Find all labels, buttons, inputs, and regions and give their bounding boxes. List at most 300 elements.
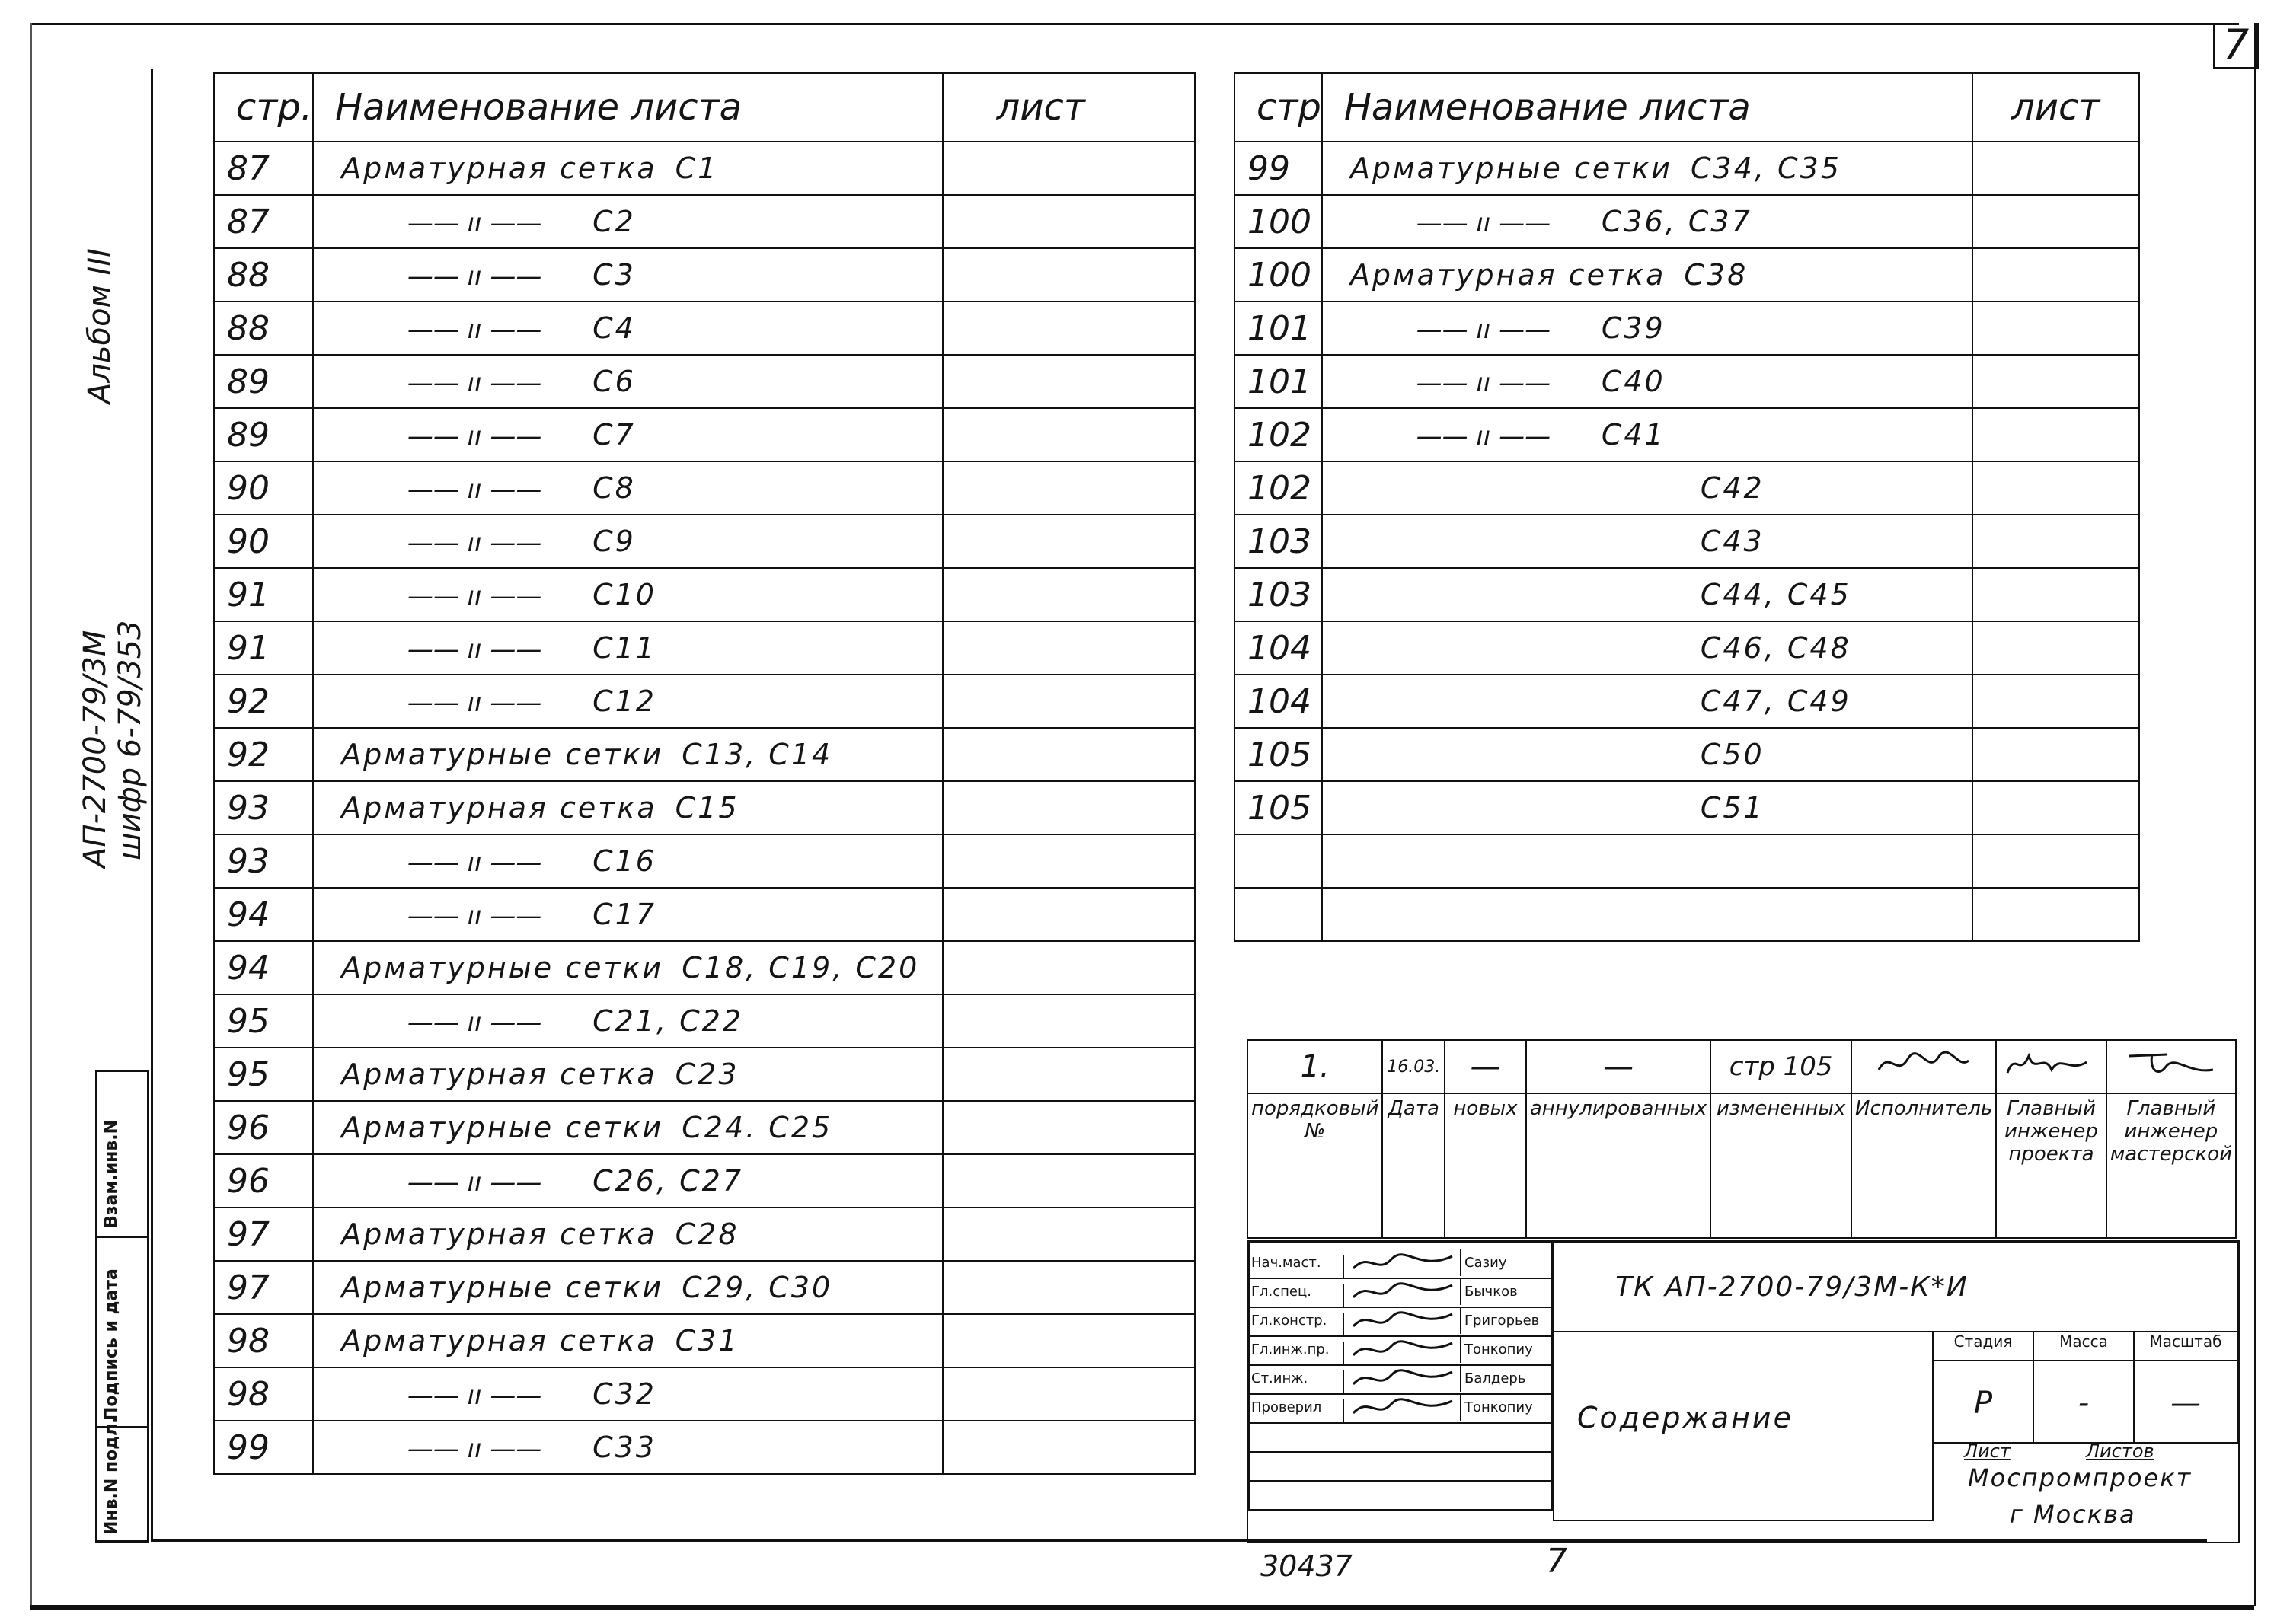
frame-bottom-border: [30, 1605, 2254, 1610]
left-sheet-name: [313, 355, 943, 408]
right-page-number: 105: [1234, 728, 1322, 781]
left-sheet-name: [313, 142, 943, 195]
left-sheet-cell: [943, 515, 1195, 568]
signature-row: [1250, 1393, 1551, 1424]
left-item-title: Арматурные сетки: [341, 1111, 664, 1144]
left-item-code: С15: [675, 791, 739, 825]
right-item-code: С47, С49: [1700, 684, 1851, 718]
right-page-number: 104: [1234, 621, 1322, 675]
left-sheet-cell: [943, 568, 1195, 621]
left-row: [214, 621, 1195, 675]
left-contents-table: [213, 72, 1196, 1475]
left-ditto-mark: —— ıı ——: [407, 474, 542, 505]
frame-left-border: [30, 23, 32, 1606]
right-sheet-cell: [1972, 355, 2139, 408]
left-ditto-mark: —— ıı ——: [407, 1167, 542, 1198]
left-sheet-name: [313, 1421, 943, 1474]
left-sheet-name: [313, 1154, 943, 1208]
left-header-page: стр.: [214, 73, 313, 142]
left-ditto-mark: —— ıı ——: [407, 901, 542, 931]
right-ditto-mark: —— ıı ——: [1416, 421, 1551, 451]
left-page-number: 88: [214, 248, 313, 302]
right-sheet-cell: [1972, 515, 2139, 568]
left-sheet-name: [313, 994, 943, 1048]
left-page-number: 93: [214, 781, 313, 834]
left-sheet-cell: [943, 1314, 1195, 1367]
left-sheet-name: [313, 248, 943, 302]
signature-surname: Сазиу: [1464, 1255, 1507, 1271]
left-sheet-name: [313, 1101, 943, 1154]
right-ditto-mark: —— ıı ——: [1416, 208, 1551, 238]
right-page-number: 100: [1234, 195, 1322, 248]
footer-page-number: 7: [1546, 1542, 1567, 1581]
header-changed: измененных: [1710, 1093, 1851, 1238]
signature-row: [1250, 1307, 1551, 1337]
right-page-number: 105: [1234, 781, 1322, 834]
left-ditto-mark: —— ıı ——: [407, 1434, 542, 1464]
left-sheet-name: [313, 888, 943, 941]
right-row: [1234, 568, 2139, 621]
revision-changed: стр 105: [1710, 1040, 1851, 1093]
right-item-code: С34, С35: [1691, 152, 1841, 185]
signature-role: Проверил: [1251, 1399, 1344, 1422]
left-item-code: С12: [592, 684, 656, 718]
left-page-number: 92: [214, 728, 313, 781]
left-item-code: С29, С30: [682, 1271, 833, 1304]
right-page-number: 102: [1234, 461, 1322, 515]
revision-new: —: [1445, 1040, 1526, 1093]
left-page-number: 89: [214, 408, 313, 461]
sheet-label: Лист: [1964, 1441, 2011, 1462]
sheet-number-box: 7: [2213, 23, 2259, 69]
stage-value: Р: [1932, 1360, 2034, 1444]
left-sheet-name: [313, 1261, 943, 1314]
right-item-code: С38: [1684, 258, 1749, 292]
left-item-title: Арматурная сетка: [341, 1324, 657, 1358]
header-chief-workshop: Главный инженер мастерской: [2106, 1093, 2236, 1238]
left-ditto-mark: —— ıı ——: [407, 688, 542, 718]
left-page-number: 91: [214, 621, 313, 675]
signature-role: Гл.спец.: [1251, 1284, 1344, 1307]
left-row: [214, 408, 1195, 461]
right-sheet-name: [1322, 248, 1972, 302]
drawing-code: ТК АП-2700-79/3М-К*И: [1615, 1271, 1969, 1303]
left-sheet-cell: [943, 408, 1195, 461]
right-row: [1234, 461, 2139, 515]
left-sheet-cell: [943, 781, 1195, 834]
right-sheet-name: [1322, 568, 1972, 621]
left-item-code: С16: [592, 844, 656, 878]
left-sheet-cell: [943, 941, 1195, 994]
left-row: [214, 142, 1195, 195]
left-item-code: С28: [675, 1217, 739, 1251]
left-sheet-name: [313, 675, 943, 728]
left-page-number: 96: [214, 1101, 313, 1154]
right-sheet-name: [1322, 515, 1972, 568]
left-row: [214, 941, 1195, 994]
right-item-code: С42: [1700, 471, 1765, 505]
right-page-number: 100: [1234, 248, 1322, 302]
left-sheet-cell: [943, 355, 1195, 408]
left-sheet-cell: [943, 621, 1195, 675]
left-sheet-cell: [943, 994, 1195, 1048]
right-sheet-cell: [1972, 568, 2139, 621]
left-sheet-cell: [943, 728, 1195, 781]
left-page-number: 98: [214, 1314, 313, 1367]
left-sheet-name: [313, 302, 943, 355]
right-header-page: стр: [1234, 73, 1322, 142]
right-row: [1234, 781, 2139, 834]
left-item-title: Арматурная сетка: [341, 1058, 657, 1091]
left-row: [214, 1048, 1195, 1101]
left-page-number: 95: [214, 1048, 313, 1101]
right-ditto-mark: —— ıı ——: [1416, 314, 1551, 345]
side-cell-signature: [97, 1236, 147, 1428]
side-label-replaced: Взам.инв.N: [102, 1119, 121, 1228]
signature-mark: [1346, 1335, 1461, 1363]
left-item-code: С18, С19, С20: [682, 951, 920, 984]
signature-role: Ст.инж.: [1251, 1370, 1344, 1393]
left-item-code: С9: [592, 525, 636, 558]
left-row: [214, 515, 1195, 568]
left-ditto-mark: —— ıı ——: [407, 634, 542, 665]
left-sheet-cell: [943, 1208, 1195, 1261]
left-item-code: С24. С25: [682, 1111, 833, 1144]
right-table-header: [1234, 73, 2139, 142]
left-sheet-name: [313, 781, 943, 834]
handwritten-signature-icon: [1346, 1278, 1460, 1305]
right-sheet-cell: [1972, 675, 2139, 728]
left-page-number: 95: [214, 994, 313, 1048]
inner-left-border: [151, 69, 153, 1542]
left-sheet-name: [313, 1208, 943, 1261]
revision-date: 16.03.: [1382, 1040, 1445, 1093]
left-sheet-name: [313, 621, 943, 675]
left-sheet-cell: [943, 1101, 1195, 1154]
left-row: [214, 781, 1195, 834]
album-label: Альбом III: [82, 248, 117, 404]
header-executor: Исполнитель: [1851, 1093, 1996, 1238]
left-ditto-mark: —— ıı ——: [407, 368, 542, 398]
left-page-number: 91: [214, 568, 313, 621]
left-item-code: С21, С22: [592, 1004, 744, 1038]
signature-surname: Тонкопиу: [1464, 1342, 1533, 1358]
left-ditto-mark: —— ıı ——: [407, 847, 542, 878]
empty-row-3: [1248, 1480, 1553, 1511]
left-page-number: 99: [214, 1421, 313, 1474]
left-sheet-name: [313, 941, 943, 994]
right-row: [1234, 408, 2139, 461]
left-page-number: 94: [214, 941, 313, 994]
right-page-number: [1234, 888, 1322, 941]
revision-annulled: —: [1526, 1040, 1710, 1093]
left-header-name: Наименование листа: [313, 73, 943, 142]
empty-row-2: [1248, 1451, 1553, 1482]
mass-value: -: [2033, 1360, 2135, 1444]
right-sheet-name: [1322, 728, 1972, 781]
left-item-code: С13, С14: [682, 738, 833, 771]
executor-signature: [1851, 1040, 1996, 1093]
left-page-number: 87: [214, 142, 313, 195]
left-page-number: 90: [214, 515, 313, 568]
signature-chief-project-icon: [2001, 1047, 2100, 1082]
right-page-number: 101: [1234, 355, 1322, 408]
signature-row: [1250, 1335, 1551, 1366]
right-row: [1234, 888, 2139, 941]
right-page-number: 99: [1234, 142, 1322, 195]
scale-label: Масштаб: [2133, 1331, 2238, 1361]
left-item-title: Арматурные сетки: [341, 738, 664, 771]
right-sheet-cell: [1972, 781, 2139, 834]
left-sheet-name: [313, 461, 943, 515]
frame-right-border: [2254, 23, 2256, 1606]
left-sheet-cell: [943, 1048, 1195, 1101]
header-new: новых: [1445, 1093, 1526, 1238]
left-sheet-name: [313, 728, 943, 781]
left-item-code: С31: [675, 1324, 739, 1358]
left-item-code: С32: [592, 1377, 656, 1411]
right-sheet-cell: [1972, 248, 2139, 302]
signature-role: Гл.инж.пр.: [1251, 1342, 1344, 1364]
revision-row: [1247, 1040, 2236, 1093]
right-row: [1234, 248, 2139, 302]
left-item-title: Арматурная сетка: [341, 1217, 657, 1251]
left-sheet-cell: [943, 195, 1195, 248]
header-annulled: аннулированных: [1526, 1093, 1710, 1238]
left-header-sheet: лист: [943, 73, 1195, 142]
left-row: [214, 728, 1195, 781]
left-sheet-name: [313, 195, 943, 248]
left-sheet-name: [313, 515, 943, 568]
side-cell-replaced: [97, 1072, 147, 1236]
left-page-number: 88: [214, 302, 313, 355]
right-page-number: 103: [1234, 568, 1322, 621]
scale-value: —: [2133, 1360, 2238, 1444]
signature-chief-workshop-icon: [2122, 1047, 2221, 1082]
left-page-number: 89: [214, 355, 313, 408]
organization-name: Моспромпроект: [1968, 1463, 2193, 1492]
left-page-number: 94: [214, 888, 313, 941]
left-sheet-cell: [943, 142, 1195, 195]
left-sheet-cell: [943, 1421, 1195, 1474]
right-row: [1234, 834, 2139, 888]
handwritten-signature-icon: [1346, 1249, 1460, 1276]
project-code: АП-2700-79/3М: [78, 630, 113, 868]
header-chief-project: Главный инженер проекта: [1996, 1093, 2106, 1238]
right-item-code: С46, С48: [1700, 631, 1851, 665]
signature-row: [1250, 1364, 1551, 1395]
signature-executor-icon: [1874, 1047, 1973, 1082]
signature-mark: [1346, 1393, 1461, 1421]
left-row: [214, 1101, 1195, 1154]
left-sheet-cell: [943, 1367, 1195, 1421]
left-item-code: С3: [592, 258, 636, 292]
header-serial-number: порядковый №: [1247, 1093, 1382, 1238]
right-header-sheet: лист: [1972, 73, 2139, 142]
right-item-code: С41: [1601, 418, 1666, 451]
right-sheet-cell: [1972, 408, 2139, 461]
right-item-code: С39: [1601, 311, 1666, 345]
right-row: [1234, 355, 2139, 408]
left-item-code: С6: [592, 365, 636, 398]
side-label-signature: Подпись и дата: [102, 1268, 121, 1421]
right-ditto-mark: —— ıı ——: [1416, 368, 1551, 398]
left-sheet-cell: [943, 302, 1195, 355]
signature-surname: Григорьев: [1464, 1313, 1540, 1329]
mass-label: Масса: [2033, 1331, 2135, 1361]
left-item-title: Арматурные сетки: [341, 1271, 664, 1304]
right-sheet-name: [1322, 408, 1972, 461]
right-sheet-name: [1322, 621, 1972, 675]
right-item-title: Арматурные сетки: [1349, 152, 1673, 185]
right-row: [1234, 142, 2139, 195]
left-sheet-name: [313, 1314, 943, 1367]
left-row: [214, 461, 1195, 515]
chief-workshop-signature: [2106, 1040, 2236, 1093]
left-row: [214, 1367, 1195, 1421]
right-sheet-name: [1322, 781, 1972, 834]
right-item-code: С50: [1700, 738, 1765, 771]
left-item-code: С11: [592, 631, 656, 665]
left-sheet-cell: [943, 1261, 1195, 1314]
left-sheet-name: [313, 834, 943, 888]
signature-mark: [1346, 1249, 1461, 1276]
left-ditto-mark: —— ıı ——: [407, 261, 542, 292]
signature-role: Гл.констр.: [1251, 1313, 1344, 1335]
left-sheet-cell: [943, 888, 1195, 941]
right-sheet-name: [1322, 302, 1972, 355]
approval-side-table: [95, 1070, 149, 1543]
left-sheet-cell: [943, 461, 1195, 515]
left-sheet-name: [313, 408, 943, 461]
signature-role: Нач.маст.: [1251, 1255, 1344, 1278]
left-page-number: 96: [214, 1154, 313, 1208]
signature-mark: [1346, 1364, 1461, 1392]
right-sheet-cell: [1972, 302, 2139, 355]
left-sheet-cell: [943, 248, 1195, 302]
left-sheet-name: [313, 1367, 943, 1421]
left-row: [214, 568, 1195, 621]
left-sheet-name: [313, 1048, 943, 1101]
right-sheet-name: [1322, 675, 1972, 728]
right-row: [1234, 515, 2139, 568]
right-item-code: С36, С37: [1601, 205, 1752, 238]
left-ditto-mark: —— ıı ——: [407, 1007, 542, 1038]
right-sheet-name: [1322, 461, 1972, 515]
right-page-number: 102: [1234, 408, 1322, 461]
left-row: [214, 888, 1195, 941]
signature-surname: Бычков: [1464, 1284, 1518, 1300]
left-item-title: Арматурные сетки: [341, 951, 664, 984]
left-row: [214, 248, 1195, 302]
right-sheet-name: [1322, 888, 1972, 941]
right-sheet-name: [1322, 834, 1972, 888]
right-sheet-cell: [1972, 888, 2139, 941]
handwritten-signature-icon: [1346, 1335, 1460, 1363]
signature-block: [1248, 1241, 1553, 1424]
left-page-number: 87: [214, 195, 313, 248]
left-ditto-mark: —— ıı ——: [407, 528, 542, 558]
handwritten-signature-icon: [1346, 1364, 1460, 1392]
right-page-number: [1234, 834, 1322, 888]
left-sheet-cell: [943, 834, 1195, 888]
side-cell-inventory: [97, 1417, 147, 1543]
drawing-title-cell: [1553, 1331, 1934, 1521]
left-sheet-cell: [943, 675, 1195, 728]
left-row: [214, 994, 1195, 1048]
right-sheet-cell: [1972, 142, 2139, 195]
right-item-code: С40: [1601, 365, 1666, 398]
left-item-code: С1: [675, 152, 719, 185]
left-row: [214, 302, 1195, 355]
left-row: [214, 1208, 1195, 1261]
right-page-number: 103: [1234, 515, 1322, 568]
left-row: [214, 355, 1195, 408]
signature-mark: [1346, 1307, 1461, 1334]
left-item-code: С8: [592, 471, 636, 505]
left-page-number: 97: [214, 1261, 313, 1314]
empty-row-1: [1248, 1422, 1553, 1453]
left-item-code: С23: [675, 1058, 739, 1091]
right-sheet-cell: [1972, 834, 2139, 888]
left-item-code: С4: [592, 311, 636, 345]
left-row: [214, 1154, 1195, 1208]
revision-number: 1.: [1247, 1040, 1382, 1093]
left-ditto-mark: —— ıı ——: [407, 581, 542, 611]
right-row: [1234, 302, 2139, 355]
left-sheet-name: [313, 568, 943, 621]
right-sheet-cell: [1972, 621, 2139, 675]
left-page-number: 98: [214, 1367, 313, 1421]
chief-project-signature: [1996, 1040, 2106, 1093]
left-ditto-mark: —— ıı ——: [407, 1380, 542, 1411]
drawing-title: Содержание: [1577, 1401, 1793, 1434]
right-item-code: С43: [1700, 525, 1765, 558]
left-page-number: 92: [214, 675, 313, 728]
left-item-title: Арматурная сетка: [341, 152, 657, 185]
right-sheet-name: [1322, 195, 1972, 248]
right-sheet-name: [1322, 142, 1972, 195]
left-page-number: 93: [214, 834, 313, 888]
signature-row: [1250, 1249, 1551, 1279]
left-sheet-cell: [943, 1154, 1195, 1208]
right-sheet-cell: [1972, 461, 2139, 515]
right-row: [1234, 621, 2139, 675]
archive-number: 30437: [1260, 1549, 1353, 1583]
header-date: Дата: [1382, 1093, 1445, 1238]
left-row: [214, 1421, 1195, 1474]
side-label-inventory: Инв.N подл.: [102, 1417, 121, 1535]
revision-header-row: [1247, 1093, 2236, 1238]
handwritten-signature-icon: [1346, 1307, 1460, 1334]
right-row: [1234, 195, 2139, 248]
organization-city: г Москва: [2010, 1500, 2136, 1529]
right-page-number: 104: [1234, 675, 1322, 728]
left-table-header: [214, 73, 1195, 142]
left-row: [214, 1314, 1195, 1367]
title-block: [1247, 1240, 2240, 1543]
left-item-code: С2: [592, 205, 636, 238]
signature-row: [1250, 1278, 1551, 1308]
right-contents-table: [1234, 72, 2140, 942]
sheets-label: Листов: [2086, 1441, 2154, 1462]
handwritten-signature-icon: [1346, 1393, 1460, 1421]
left-page-number: 97: [214, 1208, 313, 1261]
signature-mark: [1346, 1278, 1461, 1305]
right-row: [1234, 728, 2139, 781]
left-row: [214, 195, 1195, 248]
right-sheet-cell: [1972, 195, 2139, 248]
